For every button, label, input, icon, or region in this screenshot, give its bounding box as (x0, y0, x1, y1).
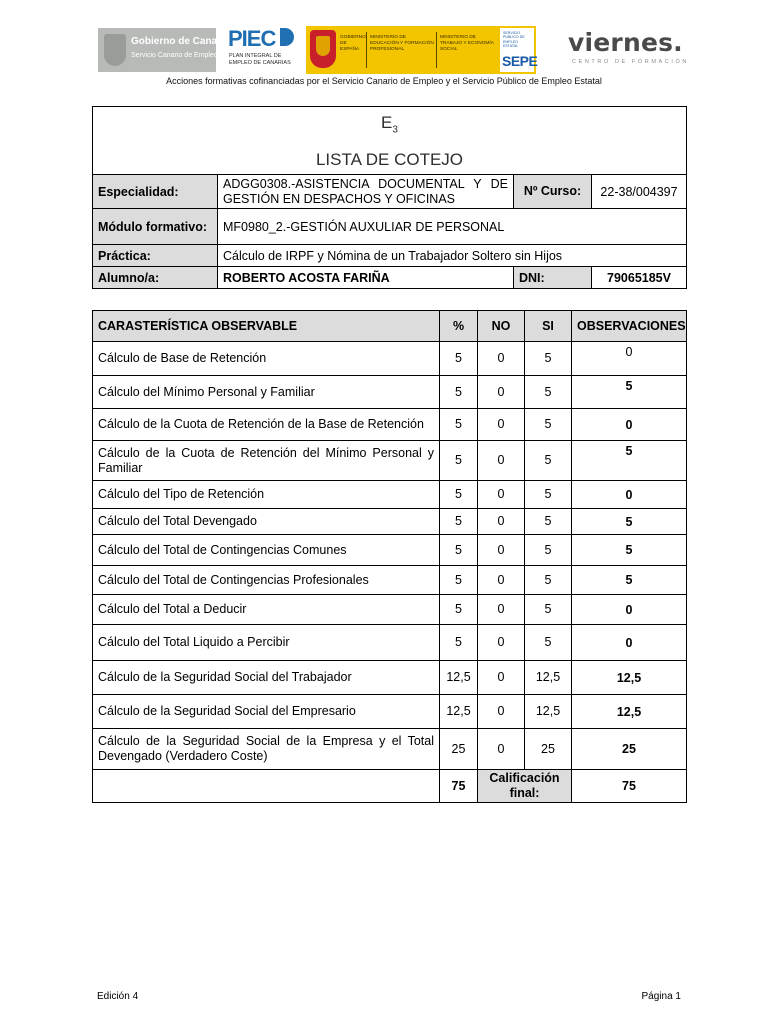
row-no: 0 (478, 481, 525, 509)
row-description: Cálculo del Total de Contingencias Profesionales (93, 566, 440, 595)
table-row (93, 729, 687, 770)
row-no: 0 (478, 376, 525, 409)
row-percent: 12,5 (440, 695, 478, 729)
row-description: Cálculo del Mínimo Personal y Familiar (93, 376, 440, 409)
row-percent: 5 (440, 625, 478, 661)
header-si: SI (525, 311, 572, 342)
logo-bar (0, 0, 768, 80)
row-si: 5 (525, 441, 572, 481)
row-description: Cálculo de la Cuota de Retención de la Base de Retención (93, 409, 440, 441)
canarias-logo-line1: Gobierno de Canarias (131, 36, 235, 47)
final-grade-value: 75 (572, 770, 687, 803)
table-row (93, 535, 687, 566)
row-no: 0 (478, 661, 525, 695)
row-percent: 5 (440, 595, 478, 625)
course-info-table (92, 106, 687, 289)
row-no: 0 (478, 409, 525, 441)
row-observaciones: 0 (572, 595, 687, 625)
edition-label: Edición 4 (97, 991, 139, 1002)
table-row (93, 376, 687, 409)
alumno-label: Alumno/a: (93, 267, 218, 289)
piec-sub1: PLAN INTEGRAL DE (229, 53, 282, 59)
row-percent: 12,5 (440, 661, 478, 695)
row-no: 0 (478, 535, 525, 566)
total-blank-cell (93, 770, 440, 803)
table-row (93, 509, 687, 535)
logo-separator (436, 32, 437, 68)
viernes-mark: viernes. (568, 28, 683, 57)
total-percent: 75 (440, 770, 478, 803)
row-observaciones: 0 (572, 342, 687, 376)
form-code-sub: 3 (392, 124, 398, 136)
practica-value: Cálculo de IRPF y Nómina de un Trabajador Soltero sin Hijos (218, 245, 687, 267)
row-no: 0 (478, 729, 525, 770)
especialidad-label: Especialidad: (93, 175, 218, 209)
gobierno-espana-logo (306, 26, 536, 74)
piec-logo (228, 26, 298, 74)
ministerio-educacion-text: MINISTERIO DE EDUCACIÓN Y FORMACIÓN PROFESIONAL (370, 35, 434, 52)
table-row (93, 595, 687, 625)
row-percent: 5 (440, 535, 478, 566)
row-percent: 5 (440, 509, 478, 535)
gobierno-text: GOBIERNO DE ESPAÑA (340, 35, 366, 52)
row-observaciones: 5 (572, 535, 687, 566)
gobierno-de-canarias-logo (98, 28, 235, 72)
row-si: 12,5 (525, 661, 572, 695)
row-si: 5 (525, 376, 572, 409)
row-observaciones: 12,5 (572, 661, 687, 695)
row-si: 5 (525, 595, 572, 625)
ministerio-trabajo-text: MINISTERIO DE TRABAJO Y ECONOMÍA SOCIAL (440, 35, 494, 52)
row-no: 0 (478, 342, 525, 376)
row-si: 12,5 (525, 695, 572, 729)
final-grade-label: Calificación final: (478, 770, 572, 803)
row-description: Cálculo de la Seguridad Social de la Empresa y el Total Devengado (Verdadero Coste) (93, 729, 440, 770)
row-description: Cálculo del Total Devengado (93, 509, 440, 535)
row-si: 25 (525, 729, 572, 770)
table-row (93, 625, 687, 661)
viernes-logo (566, 28, 689, 68)
row-percent: 5 (440, 566, 478, 595)
row-observaciones: 5 (572, 376, 687, 409)
row-percent: 25 (440, 729, 478, 770)
row-description: Cálculo de la Cuota de Retención del Mínimo Personal y Familiar (93, 441, 440, 481)
row-observaciones: 25 (572, 729, 687, 770)
row-observaciones: 12,5 (572, 695, 687, 729)
form-title: LISTA DE COTEJO (315, 149, 464, 169)
form-code-main: E (381, 113, 393, 133)
sepe-mark: SEPE (502, 53, 538, 69)
page-number: Página 1 (641, 991, 681, 1002)
row-no: 0 (478, 441, 525, 481)
canarias-logo-line2: Servicio Canario de Empleo (131, 52, 218, 59)
row-si: 5 (525, 535, 572, 566)
row-no: 0 (478, 625, 525, 661)
row-si: 5 (525, 409, 572, 441)
row-observaciones: 0 (572, 625, 687, 661)
row-percent: 5 (440, 481, 478, 509)
header-caracteristica: CARASTERÍSTICA OBSERVABLE (93, 311, 440, 342)
row-description: Cálculo del Total a Deducir (93, 595, 440, 625)
row-description: Cálculo de la Seguridad Social del Trabajador (93, 661, 440, 695)
funding-notice: Acciones formativas cofinanciadas por el Servicio Canario de Empleo y el Servicio Público de Empleo Estatal (166, 76, 602, 86)
form-title-cell (93, 107, 687, 175)
dni-label: DNI: (514, 267, 592, 289)
sepe-logo (500, 28, 538, 72)
piec-subtitle (229, 53, 291, 67)
row-percent: 5 (440, 409, 478, 441)
row-si: 5 (525, 342, 572, 376)
practica-label: Práctica: (93, 245, 218, 267)
piec-sub2: EMPLEO DE CANARIAS (229, 60, 291, 66)
header-no: NO (478, 311, 525, 342)
checklist-table (92, 310, 687, 803)
modulo-label: Módulo formativo: (93, 209, 218, 245)
header-observaciones: OBSERVACIONES (572, 311, 687, 342)
coat-of-arms-icon (310, 30, 336, 68)
table-row (93, 695, 687, 729)
curso-value: 22-38/004397 (592, 175, 687, 209)
row-no: 0 (478, 566, 525, 595)
row-observaciones: 5 (572, 509, 687, 535)
total-row (93, 770, 687, 803)
sepe-small-text: SERVICIO PÚBLICO DE EMPLEO ESTATAL (503, 31, 525, 49)
row-observaciones: 5 (572, 441, 687, 481)
row-description: Cálculo del Total de Contingencias Comunes (93, 535, 440, 566)
especialidad-value: ADGG0308.-ASISTENCIA DOCUMENTAL Y DE GESTIÓN EN DESPACHOS Y OFICINAS (218, 175, 514, 209)
row-no: 0 (478, 695, 525, 729)
row-no: 0 (478, 595, 525, 625)
row-observaciones: 5 (572, 566, 687, 595)
table-row (93, 566, 687, 595)
table-row (93, 481, 687, 509)
row-observaciones: 0 (572, 481, 687, 509)
table-row (93, 409, 687, 441)
row-si: 5 (525, 509, 572, 535)
alumno-value: ROBERTO ACOSTA FARIÑA (218, 267, 514, 289)
canarias-shield-icon (104, 34, 126, 66)
viernes-tagline: CENTRO DE FORMACIÓN (572, 59, 689, 65)
row-percent: 5 (440, 441, 478, 481)
table-row (93, 661, 687, 695)
curso-label: Nº Curso: (514, 175, 592, 209)
row-percent: 5 (440, 376, 478, 409)
row-si: 5 (525, 566, 572, 595)
row-no: 0 (478, 509, 525, 535)
modulo-value: MF0980_2.-GESTIÓN AUXULIAR DE PERSONAL (218, 209, 687, 245)
table-row (93, 342, 687, 376)
table-row (93, 441, 687, 481)
dni-value: 79065185V (592, 267, 687, 289)
row-description: Cálculo del Tipo de Retención (93, 481, 440, 509)
row-description: Cálculo del Total Liquido a Percibir (93, 625, 440, 661)
row-description: Cálculo de la Seguridad Social del Empresario (93, 695, 440, 729)
piec-mark: PIEC (228, 26, 276, 51)
row-percent: 5 (440, 342, 478, 376)
row-description: Cálculo de Base de Retención (93, 342, 440, 376)
row-si: 5 (525, 625, 572, 661)
logo-separator (366, 32, 367, 68)
row-si: 5 (525, 481, 572, 509)
piec-arc-icon (280, 28, 294, 46)
row-observaciones: 0 (572, 409, 687, 441)
form-code (98, 112, 681, 141)
header-percent: % (440, 311, 478, 342)
